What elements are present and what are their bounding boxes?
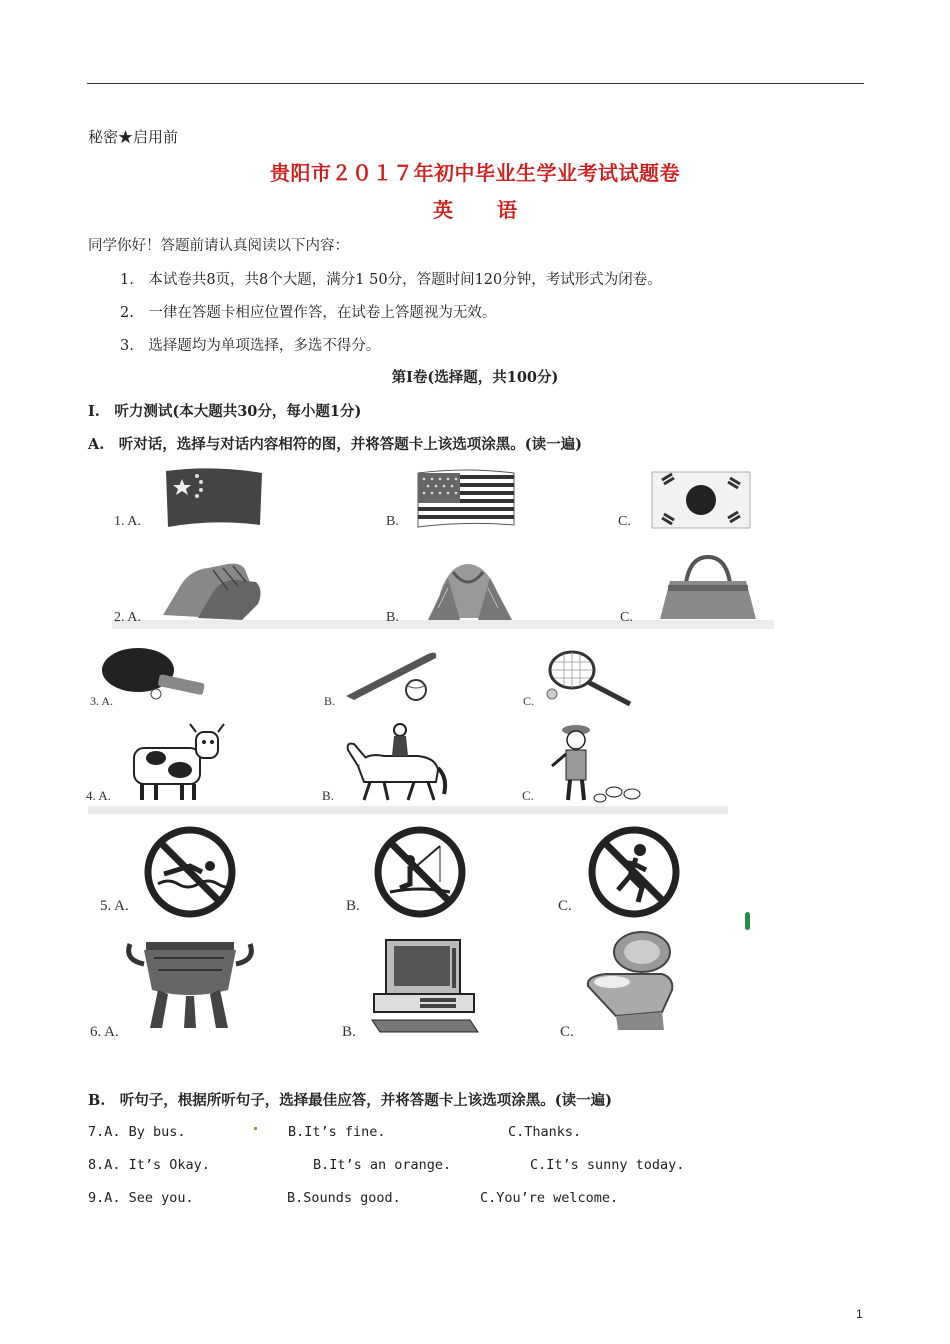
option-label: C. xyxy=(523,694,535,708)
option-label: B. xyxy=(322,788,334,803)
option-label: B. xyxy=(342,1024,356,1040)
baseball-bat-icon xyxy=(340,646,440,702)
q9-option-a: 9.A. See you. xyxy=(88,1190,194,1206)
confidential-mark: 秘密★启用前 xyxy=(88,128,179,146)
q7-option-c: C.Thanks. xyxy=(508,1124,582,1140)
option-label: B. xyxy=(324,694,336,708)
option-label: C. xyxy=(560,1024,574,1040)
part-b-heading: B. 听句子，根据所听句子，选择最佳应答，并将答题卡上该选项涂黑。(读一遍) xyxy=(88,1092,613,1109)
option-label: C. xyxy=(620,610,633,625)
korea-flag-icon xyxy=(650,470,752,530)
volume-title: 第Ⅰ卷(选择题，共100分) xyxy=(391,369,559,386)
no-running-icon xyxy=(584,826,684,918)
q9-option-c: C.You’re welcome. xyxy=(480,1190,619,1206)
option-label: 3. A. xyxy=(90,694,114,708)
option-label: 5. A. xyxy=(100,898,129,914)
instruction-2: 2. 一律在答题卡相应位置作答，在试卷上答题视为无效。 xyxy=(120,305,497,321)
section-heading: I. 听力测试(本大题共30分，每小题1分) xyxy=(88,403,362,420)
toilet-icon xyxy=(582,930,678,1034)
farmer-chickens-icon xyxy=(544,722,644,804)
option-label: 2. A. xyxy=(114,610,141,625)
subject-char-1: 英 xyxy=(433,198,453,222)
no-swimming-icon xyxy=(140,826,240,918)
part-a-heading: A. 听对话，选择与对话内容相符的图，并将答题卡上该选项涂黑。(读一遍) xyxy=(88,436,583,453)
scan-dot xyxy=(254,1127,257,1130)
page-number: 1 xyxy=(856,1307,863,1321)
no-fishing-icon xyxy=(370,826,470,918)
q8-option-a: 8.A. It’s Okay. xyxy=(88,1157,210,1173)
scarf-icon xyxy=(408,558,528,622)
option-label: B. xyxy=(386,514,399,529)
q9-option-b: B.Sounds good. xyxy=(287,1190,401,1206)
usa-flag-icon xyxy=(416,469,516,529)
scan-artifact xyxy=(745,912,750,930)
header-rule xyxy=(87,83,864,84)
option-label: C. xyxy=(558,898,572,914)
q7-option-b: B.It’s fine. xyxy=(288,1124,386,1140)
option-label: C. xyxy=(522,788,534,803)
option-label: 6. A. xyxy=(90,1024,119,1040)
instruction-3: 3. 选择题均为单项选择，多选不得分。 xyxy=(120,338,381,354)
cow-icon xyxy=(126,722,226,802)
horse-rider-icon xyxy=(344,722,450,802)
tennis-racket-icon xyxy=(544,646,636,706)
china-flag-icon xyxy=(164,467,264,529)
q8-option-c: C.It’s sunny today. xyxy=(530,1157,685,1173)
option-label: B. xyxy=(386,610,399,625)
q7-option-a: 7.A. By bus. xyxy=(88,1124,186,1140)
handbag-icon xyxy=(652,555,764,621)
option-label: 1. A. xyxy=(114,514,141,529)
q8-option-b: B.It’s an orange. xyxy=(313,1157,452,1173)
subject-char-2: 语 xyxy=(497,198,517,222)
subject-title xyxy=(0,194,950,223)
option-label: 4. A. xyxy=(86,788,111,803)
exam-title: 贵阳市２０１７年初中毕业生学业考试试题卷 xyxy=(270,161,680,185)
computer-icon xyxy=(370,938,480,1034)
bronze-vessel-icon xyxy=(124,934,256,1030)
scan-strip xyxy=(88,806,728,814)
greeting: 同学你好！答题前请认真阅读以下内容： xyxy=(88,238,349,254)
gloves-icon xyxy=(158,560,268,622)
instruction-1: 1. 本试卷共8页，共8个大题，满分1 50分，答题时间120分钟，考试形式为闭卷。 xyxy=(120,272,662,288)
option-label: B. xyxy=(346,898,360,914)
ping-pong-paddle-icon xyxy=(100,644,220,700)
option-label: C. xyxy=(618,514,631,529)
